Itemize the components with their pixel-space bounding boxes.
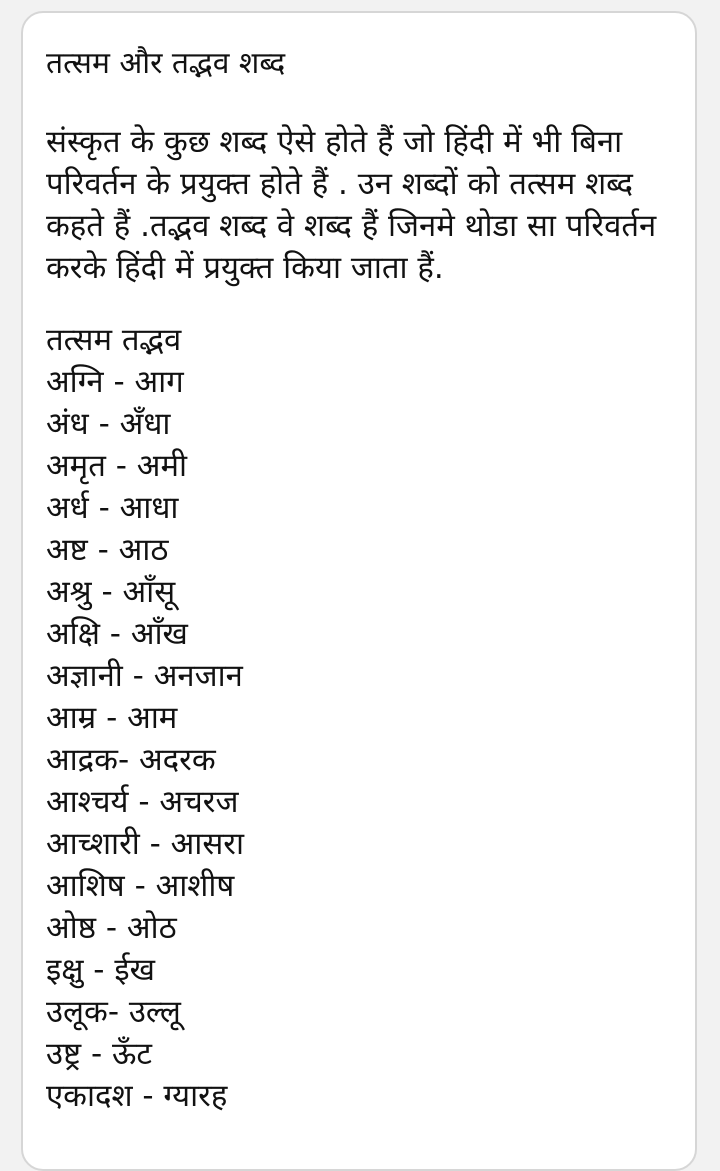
list-item: उष्ट्र - ऊँट bbox=[46, 1036, 152, 1072]
list-item: आच्शारी - आसरा bbox=[46, 826, 245, 862]
list-item: आशिष - आशीष bbox=[46, 868, 235, 904]
answer-card bbox=[21, 11, 697, 1171]
list-item: इक्षु - ईख bbox=[46, 952, 155, 988]
list-item: आद्रक- अदरक bbox=[46, 742, 216, 778]
list-item: अर्ध - आधा bbox=[46, 490, 179, 526]
list-item: उलूक- उल्लू bbox=[46, 994, 181, 1030]
list-item: एकादश - ग्यारह bbox=[46, 1078, 228, 1114]
list-item: आम्र - आम bbox=[46, 700, 178, 736]
list-item: अश्रु - आँसू bbox=[46, 574, 176, 610]
list-item: अंध - अँधा bbox=[46, 406, 171, 442]
list-item: अष्ट - आठ bbox=[46, 532, 169, 568]
list-item: अमृत - अमी bbox=[46, 448, 188, 484]
list-item: अग्नि - आग bbox=[46, 364, 184, 400]
list-item: ओष्ठ - ओठ bbox=[46, 910, 177, 946]
list-item: अक्षि - आँख bbox=[46, 616, 188, 652]
word-list bbox=[46, 361, 673, 1117]
list-header: तत्सम तद्भव bbox=[46, 322, 182, 358]
list-item: आश्चर्य - अचरज bbox=[46, 784, 239, 820]
post-paragraph: संस्कृत के कुछ शब्द ऐसे होते हैं जो हिंदी में भी बिना परिवर्तन के प्रयुक्त होते हैं . उन शब्दों को तत्सम शब्द कहते हैं .तद्भव शब्द वे शब्द हैं जिनमे थोडा सा परिवर्तन करके हिंदी में प्रयुक्त किया जाता हैं. bbox=[46, 124, 657, 286]
post-title: तत्सम और तद्भव शब्द bbox=[46, 46, 286, 81]
list-item: अज्ञानी - अनजान bbox=[46, 658, 243, 694]
answer-content bbox=[23, 13, 695, 1117]
